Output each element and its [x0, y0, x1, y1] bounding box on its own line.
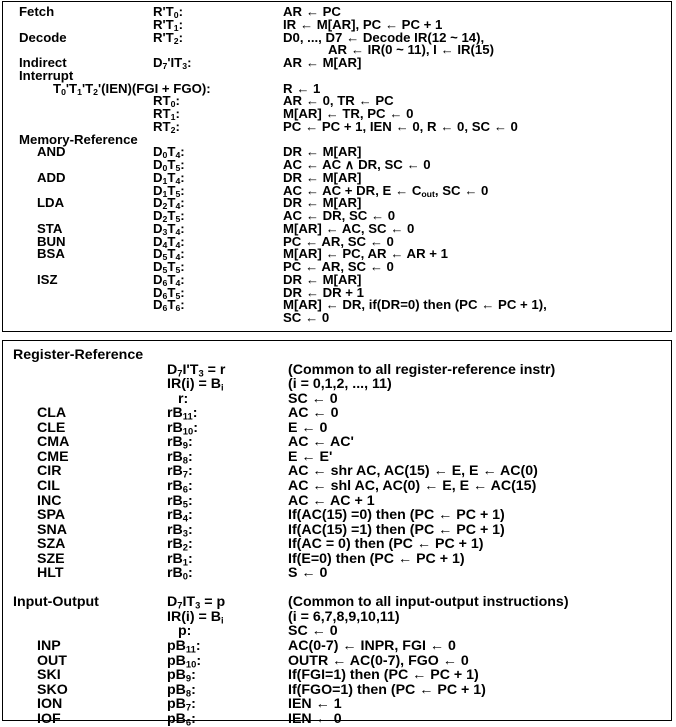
control-condition: p:: [178, 623, 192, 640]
micro-operation: If(AC(15) =0) then (PC ← PC + 1): [288, 507, 505, 524]
micro-operation: DR ← M[AR]: [283, 271, 362, 287]
control-condition: $pB_{10}$:: [167, 652, 202, 669]
control-condition: $D_5T_5$:: [153, 259, 185, 276]
micro-operation: PC ← AR, SC ← 0: [283, 259, 394, 274]
control-condition: $rB_0$:: [167, 565, 193, 582]
micro-operation: E ← 0: [288, 419, 328, 436]
control-condition: $rB_6$:: [167, 477, 193, 495]
instruction-label: INC: [37, 492, 62, 509]
micro-operation: (Common to all input-output instructions): [288, 594, 569, 611]
control-condition: $RT_0$:: [153, 93, 180, 110]
control-condition: $D_0T_4$:: [153, 144, 185, 161]
control-condition: $R'T_1$:: [153, 16, 183, 33]
micro-operation: AR ← M[AR]: [283, 55, 362, 70]
instruction-label: SNA: [37, 521, 67, 538]
instruction-label: Fetch: [19, 4, 55, 19]
micro-operation: PC ← AR, SC ← 0: [283, 233, 394, 249]
micro-operation: AR ← 0, TR ← PC: [283, 93, 394, 109]
micro-operation: AC ← shl AC, AC(0) ← E, E ← AC(15): [288, 477, 537, 494]
micro-operation: DR ← M[AR]: [283, 169, 362, 185]
micro-operation: If(AC(15) =1) then (PC ← PC + 1): [288, 521, 505, 538]
micro-operation-continued: AR ← IR(0 ~ 11), I ← IR(15): [328, 42, 494, 58]
control-condition: $D_2T_4$:: [153, 195, 185, 212]
micro-operation: AR ← PC: [283, 4, 341, 19]
micro-operation: AC(0-7) ← INPR, FGI ← 0: [288, 638, 456, 654]
instruction-label: ION: [37, 696, 63, 713]
control-condition: $D_3T_4$:: [153, 220, 185, 237]
micro-operation: SC ← 0: [288, 390, 338, 407]
control-condition: $D_5T_4$:: [153, 246, 185, 263]
micro-operation: If(AC = 0) then (PC ← PC + 1): [288, 536, 484, 553]
micro-operation: SC ← 0: [283, 310, 330, 325]
control-condition: $RT_1$:: [153, 106, 180, 123]
control-condition: $pB_9$:: [167, 667, 196, 684]
micro-operation: M[AR] ← DR, if(DR=0) then (PC ← PC + 1),: [283, 297, 547, 313]
control-condition: $rB_3$:: [167, 521, 193, 538]
register-io-table: [2, 340, 672, 727]
micro-operation: DR ← M[AR]: [283, 144, 362, 160]
micro-operation: (Common to all register-reference instr): [288, 361, 556, 378]
instruction-label: Indirect: [19, 55, 67, 70]
instruction-label: SKO: [37, 681, 68, 698]
instruction-label: CLA: [37, 405, 67, 422]
instruction-label: OUT: [37, 652, 67, 669]
micro-operation: (i = 0,1,2, ..., 11): [288, 376, 392, 393]
control-condition: $rB_{10}$:: [167, 419, 198, 437]
micro-operation: M[AR] ← TR, PC ← 0: [283, 106, 414, 121]
control-condition: $rB_8$:: [167, 448, 193, 466]
control-condition: $pB_7$:: [167, 696, 196, 713]
instruction-label: SZE: [37, 550, 65, 567]
instruction-label: CMA: [37, 434, 70, 451]
control-condition: $D_6T_6$:: [153, 297, 185, 314]
control-condition: r:: [178, 390, 189, 407]
control-condition: $D_7'IT_3$:: [153, 55, 192, 72]
control-condition: $IR(i) = B_i$: [167, 376, 224, 393]
control-condition: $rB_9$:: [167, 434, 193, 451]
instruction-label: AND: [37, 144, 66, 160]
instruction-label: STA: [37, 220, 63, 236]
micro-operation: M[AR] ← PC, AR ← AR + 1: [283, 246, 448, 262]
instruction-label: SPA: [37, 507, 66, 524]
instruction-label: SKI: [37, 667, 61, 684]
micro-operation: If(E=0) then (PC ← PC + 1): [288, 550, 465, 567]
control-condition: $rB_5$:: [167, 492, 193, 509]
micro-operation: AC ← AC': [288, 434, 354, 451]
control-condition: $D_1T_4$:: [153, 169, 185, 186]
instruction-label: INP: [37, 638, 61, 654]
micro-operation: AC ← AC + DR, E ← $C_{out}$, SC ← 0: [283, 182, 489, 199]
micro-operation: DR ← DR + 1: [283, 284, 364, 300]
micro-operation: AC ← AC + 1: [288, 492, 375, 509]
control-condition: $pB_{11}$:: [167, 638, 201, 655]
instruction-label: Memory-Reference: [19, 131, 138, 147]
micro-operation: R ← 1: [283, 80, 321, 96]
control-condition: $rB_4$:: [167, 507, 193, 524]
micro-operation: IEN ← 1: [288, 696, 342, 713]
instruction-label: SZA: [37, 536, 66, 553]
control-condition: $pB_6$:: [167, 710, 196, 727]
micro-operation: D0, ..., D7 ← Decode IR(12 ~ 14),: [283, 29, 485, 45]
micro-operation: E ← E': [288, 448, 333, 465]
instruction-label: ISZ: [37, 271, 58, 287]
control-condition: $rB_1$:: [167, 550, 193, 568]
control-condition: $R'T_0$:: [153, 4, 183, 21]
instruction-label: HLT: [37, 565, 64, 582]
control-condition: $pB_8$:: [167, 681, 196, 698]
micro-operation: AC ← DR, SC ← 0: [283, 208, 396, 223]
interrupt-condition: $T_0'T_1'T_2'(IEN)(FGI + FGO)$:: [53, 80, 211, 97]
control-condition: $rB_{11}$:: [167, 405, 198, 422]
instruction-label: LDA: [37, 195, 65, 211]
control-condition: $D_6T_5$:: [153, 284, 185, 301]
instruction-label: CLE: [37, 419, 66, 436]
instruction-label: Input-Output: [13, 594, 99, 611]
micro-operation: (i = 6,7,8,9,10,11): [288, 608, 400, 625]
fetch-decode-execute-table: [2, 1, 672, 332]
instruction-label: CME: [37, 448, 69, 465]
instruction-label: IOF: [37, 710, 61, 727]
control-condition: $D_7IT_3 = p$: [167, 594, 226, 611]
micro-operation: AC ← shr AC, AC(15) ← E, E ← AC(0): [288, 463, 538, 480]
micro-operation: AC ← AC ∧ DR, SC ← 0: [283, 157, 431, 172]
instruction-label: CIR: [37, 463, 62, 480]
micro-operation: PC ← PC + 1, IEN ← 0, R ← 0, SC ← 0: [283, 118, 518, 134]
instruction-label: Decode: [19, 29, 67, 45]
micro-operation: If(FGI=1) then (PC ← PC + 1): [288, 667, 479, 684]
control-condition: $rB_2$:: [167, 536, 193, 553]
control-condition: $D_1T_5$:: [153, 182, 185, 199]
micro-operation: DR ← M[AR]: [283, 195, 362, 211]
control-condition: $D_0T_5$:: [153, 157, 185, 174]
control-condition: $D_6T_4$:: [153, 271, 185, 288]
instruction-label: CIL: [37, 477, 60, 494]
micro-operation: S ← 0: [288, 565, 328, 582]
instruction-label: Register-Reference: [13, 347, 144, 363]
control-condition: $D_2T_5$:: [153, 208, 185, 225]
control-condition: $R'T_2$:: [153, 29, 183, 46]
control-condition: $D_4T_4$:: [153, 233, 185, 250]
micro-operation: AC ← 0: [288, 405, 339, 422]
micro-operation: IR ← M[AR], PC ← PC + 1: [283, 16, 443, 32]
control-condition: $IR(i) = B_i$: [167, 608, 224, 626]
instruction-label: BSA: [37, 246, 65, 262]
micro-operation: If(FGO=1) then (PC ← PC + 1): [288, 681, 486, 698]
micro-operation: M[AR] ← AC, SC ← 0: [283, 220, 415, 236]
control-condition: $RT_2$:: [153, 118, 180, 135]
control-condition: $rB_7$:: [167, 463, 193, 480]
micro-operation: OUTR ← AC(0-7), FGO ← 0: [288, 652, 469, 669]
instruction-label: ADD: [37, 169, 66, 185]
micro-operation: SC ← 0: [288, 623, 338, 640]
micro-operation: IEN ← 0: [288, 710, 342, 727]
instruction-label: Interrupt: [19, 67, 74, 83]
instruction-label: BUN: [37, 233, 66, 249]
control-condition: $D_7I'T_3 = r$: [167, 361, 226, 378]
